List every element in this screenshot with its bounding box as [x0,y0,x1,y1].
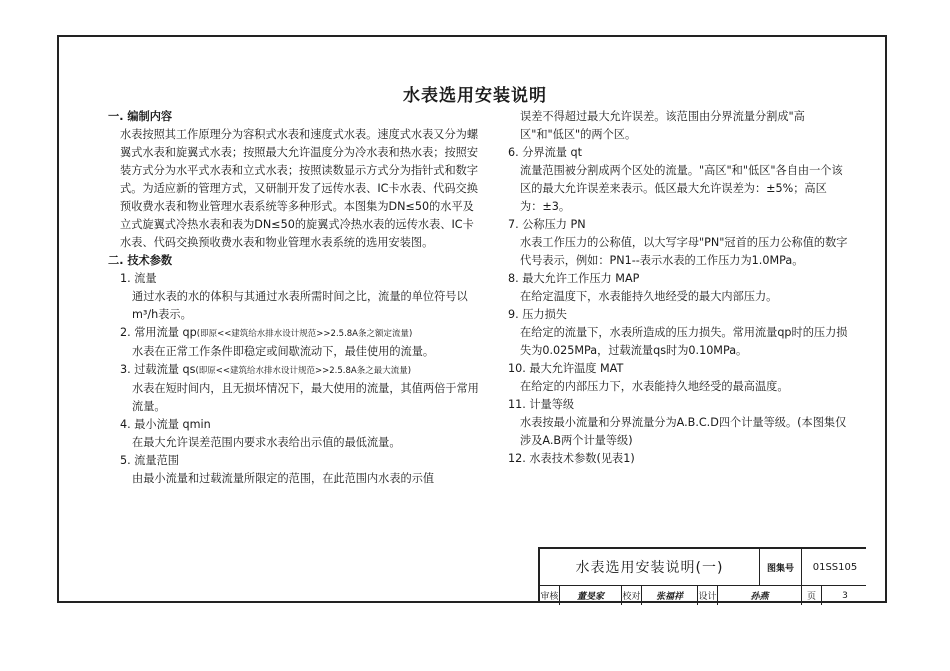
paragraph: 在最大允许误差范围内要求水表给出示值的最低流量。 [132,436,401,449]
item-note: (即原<<建筑给水排水设计规范>>2.5.8A条之额定流量) [196,329,413,339]
review-label: 审核 [540,586,560,605]
paragraph: 在给定的流量下，水表所造成的压力损失。常用流量qp时的压力损失为0.025MPa，过载流量qs时为0.10MPa。 [520,326,848,357]
right-column [508,108,848,468]
atlas-number: 01SS105 [812,561,858,573]
item-heading: 1. 流量 [120,272,157,285]
check-signature: 张福祥 [642,586,698,605]
item-heading: 5. 流量范围 [120,454,179,467]
paragraph: 由最小流量和过载流量所限定的范围，在此范围内水表的示值 [132,472,435,485]
item-heading: 9. 压力损失 [508,308,567,321]
review-signature: 董旻家 [560,586,622,605]
check-label: 校对 [622,586,642,605]
atlas-number-label: 图集号 [760,549,802,585]
paragraph: 水表按照其工作原理分为容积式水表和速度式水表。速度式水表又分为螺翼式水表和旋翼式水表；按照最大允许温度分为冷水表和热水表；按照安装方式分为水平式水表和立式水表；按照读数显示方式分为指针式和数字式。为适应新的管理方式，又研制开发了远传水表、IC卡水表、代码交换预收费水表和物业管理水表系统等多种形式。本图集为DN≤50的水平及立式旋翼式冷热水表和表为DN≤50的旋翼式冷热水表的远传水表、IC卡水表、代码交换预收费水表和物业管理水表系统的选用安装图。 [120,128,479,249]
paragraph: 在给定的内部压力下，水表能持久地经受的最高温度。 [520,380,789,393]
title-block [538,547,866,603]
item-heading: 11. 计量等级 [508,398,575,411]
paragraph: 流量范围被分割成两个区处的流量。"高区"和"低区"各自由一个该区的最大允许误差来表示。低区最大允许误差为：±5%；高区为：±3。 [520,164,843,213]
paragraph: 在给定温度下，水表能持久地经受的最大内部压力。 [520,290,778,303]
item-heading: 8. 最大允许工作压力 MAP [508,272,640,285]
paragraph: 水表按最小流量和分界流量分为A.B.C.D四个计量等级。(本图集仅涉及A.B两个计量等级) [520,416,847,447]
left-column [108,108,483,488]
title-block-bottom-row [540,586,866,605]
title-block-top-row [540,549,866,586]
paragraph: 通过水表的水的体积与其通过水表所需时间之比，流量的单位符号以m³/h表示。 [132,290,468,321]
item-note: (即原<<建筑给水排水设计规范>>2.5.8A条之最大流量) [195,366,412,376]
item-heading: 2. 常用流量 qp(即原<<建筑给水排水设计规范>>2.5.8A条之额定流量) [120,326,413,339]
design-label: 设计 [698,586,718,605]
item-heading: 7. 公称压力 PN [508,218,586,231]
item-heading: 4. 最小流量 qmin [120,418,211,431]
page-number: 3 [842,590,848,601]
paragraph: 误差不得超过最大允许误差。该范围由分界流量分割成"高区"和"低区"的两个区。 [520,110,805,141]
paragraph: 水表在短时间内，且无损坏情况下，最大使用的流量，其值两倍于常用流量。 [132,382,479,413]
item-heading: 10. 最大允许温度 MAT [508,362,624,375]
item-heading: 12. 水表技术参数(见表1) [508,452,635,465]
sheet-title: 水表选用安装说明(一) [540,549,760,585]
paragraph: 水表在正常工作条件即稳定或间歇流动下，最佳使用的流量。 [132,345,435,358]
page-title: 水表选用安装说明 [403,86,547,106]
page-label: 页 [802,586,822,605]
paragraph: 水表工作压力的公称值，以大写字母"PN"冠首的压力公称值的数字代号表示，例如：PN1--表示水表的工作压力为1.0MPa。 [520,236,848,267]
design-signature: 孙燕 [718,586,802,605]
item-heading: 3. 过载流量 qs(即原<<建筑给水排水设计规范>>2.5.8A条之最大流量) [120,363,412,376]
section-heading: 一. 编制内容 [108,110,173,123]
item-heading: 6. 分界流量 qt [508,146,583,159]
section-heading: 二. 技术参数 [108,254,173,267]
